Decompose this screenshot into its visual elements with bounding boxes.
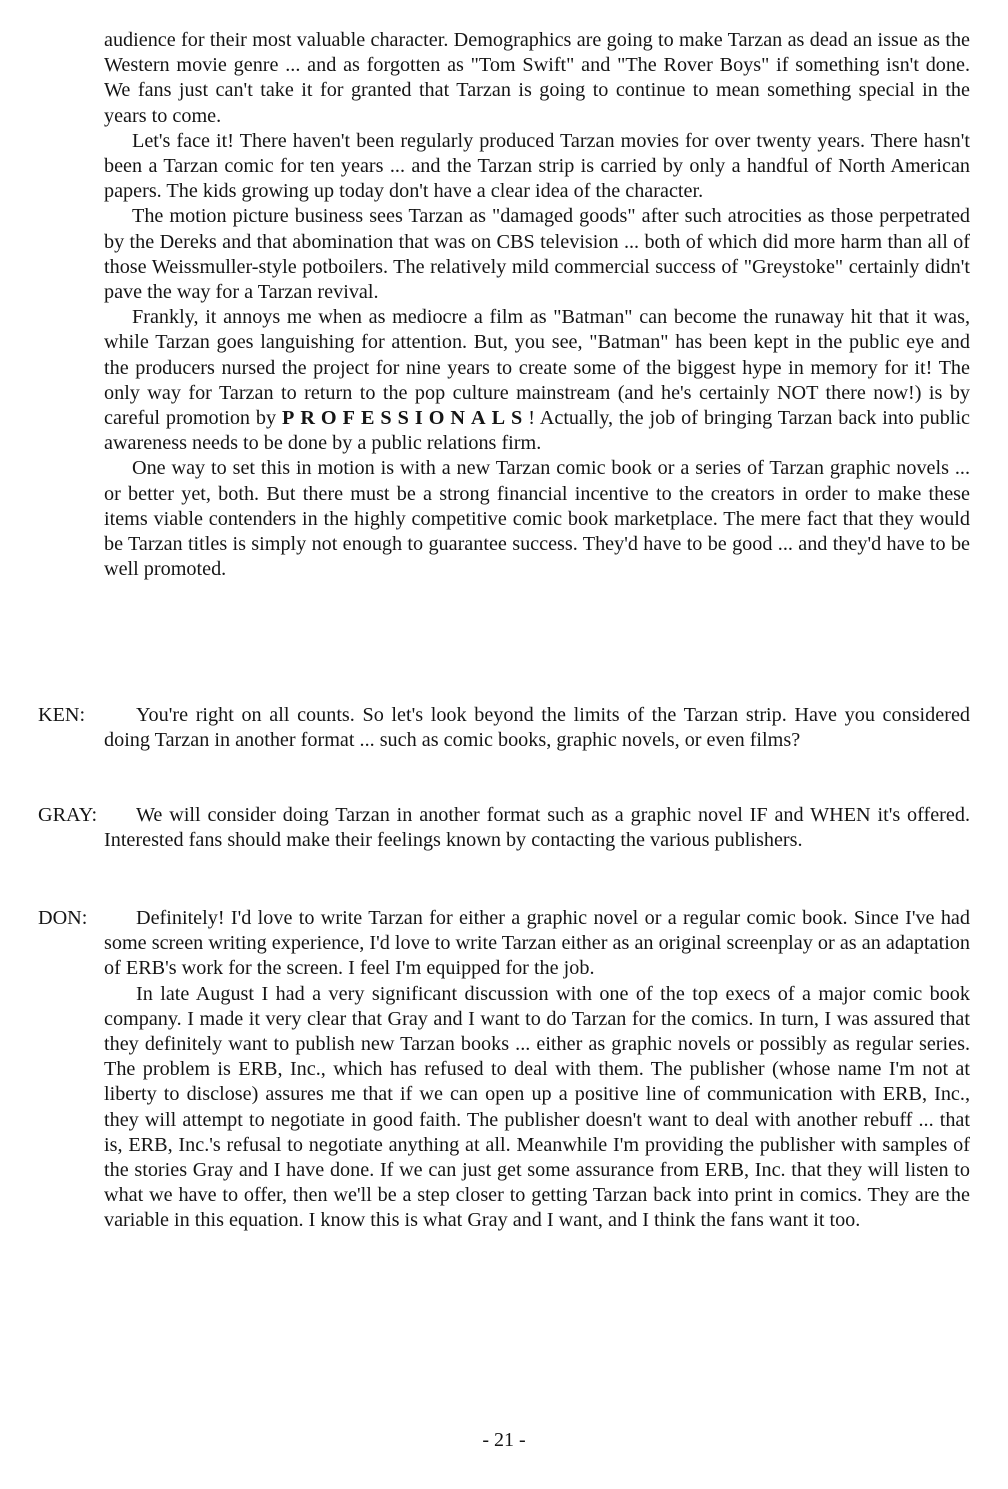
exchange-body (104, 803, 970, 853)
exchange-body (104, 703, 970, 753)
paragraph: You're right on all counts. So let's look beyond the limits of the Tarzan strip. Have you considered doing Tarzan in another format ... such as comic books, graphic novels, or even films? (104, 704, 970, 752)
paragraph: In late August I had a very significant discussion with one of the top execs of a major comic book company. I made it very clear that Gray and I want to do Tarzan for the comics. In turn, I was assured that they definitely want to publish new Tarzan books ... either as graphic novels or possibly as regular series. The problem is ERB, Inc., which has refused to deal with them. The publisher (whose name I'm not at liberty to disclose) assures me that if we can open up a positive line of communication with ERB, Inc., they will attempt to negotiate in good faith. The publisher doesn't want to deal with another rebuff ... that is, ERB, Inc.'s refusal to negotiate anything at all. Meanwhile I'm providing the publisher with samples of the stories Gray and I have done. If we can just get some assurance from ERB, Inc. that they will listen to what we have to offer, then we'll be a step closer to getting Tarzan back into print in comics. They are the variable in this equation. I know this is what Gray and I want, and I think the fans want it too. (104, 982, 970, 1232)
batman-text-end: ! Actually, the job of bringing Tarzan back into public awareness needs to be done by a public relations firm. (104, 407, 971, 455)
paragraph: Definitely! I'd love to write Tarzan for either a graphic novel or a regular comic book. Since I've had some screen writing experience, I'd love to write Tarzan either as an original screenplay or as an adaptation of ERB's work for the screen. I feel I'm equipped for the job. (104, 907, 970, 980)
speaker-label: KEN: (38, 704, 86, 726)
continued-response (104, 28, 970, 582)
speaker-label: DON: (38, 907, 88, 929)
paragraph-continuation: audience for their most valuable character. Demographics are going to make Tarzan as dead an issue as the Western movie genre ... and as forgotten as "Tom Swift" and "The Rover Boys" if something isn't done. We fans just can't take it for granted that Tarzan is going to continue to mean something special in the years to come. (104, 29, 970, 127)
paragraph-lets-face-it: Let's face it! There haven't been regularly produced Tarzan movies for over twenty years. There hasn't been a Tarzan comic for ten years ... and the Tarzan strip is carried by only a handful of North American papers. The kids growing up today don't have a clear idea of the character. (104, 129, 970, 203)
speaker-label: GRAY: (38, 804, 98, 826)
paragraph-motion-picture: The motion picture business sees Tarzan as "damaged goods" after such atrocities as those perpetrated by the Dereks and that abomination that was on CBS television ... both of which did more harm than all of those Weissmuller-style potboilers. The relatively mild commercial success of "Greystoke" certainly didn't pave the way for a Tarzan revival. (104, 205, 970, 304)
batman-text: Frankly, it annoys me when as mediocre a film as "Batman" can become the runaway hit that it was, while Tarzan goes languishing for attention. But, you see, "Batman" has been kept in the public eye and the producers nursed the project for nine years to create some of the biggest hype in memory for it! The only way for Tarzan to return to the pop culture mainstream (and he's certainly NOT there now!) is by careful promotion by (104, 306, 970, 430)
page-number: - 21 - (482, 1429, 526, 1451)
exchange-body (104, 906, 970, 1234)
paragraph: We will consider doing Tarzan in another format such as a graphic novel IF and WHEN it's offered. Interested fans should make their feelings known by contacting the various publishers. (104, 804, 970, 852)
professionals-emphasis: PROFESSIONALS (282, 407, 529, 430)
paragraph-graphic-novels: One way to set this in motion is with a new Tarzan comic book or a series of Tarzan graphic novels ... or better yet, both. But there must be a strong financial incentive to the creators in order to make these items viable contenders in the highly competitive comic book marketplace. The mere fact that they would be Tarzan titles is simply not enough to guarantee success. They'd have to be good ... and they'd have to be well promoted. (104, 457, 970, 581)
paragraph-batman (104, 305, 970, 456)
